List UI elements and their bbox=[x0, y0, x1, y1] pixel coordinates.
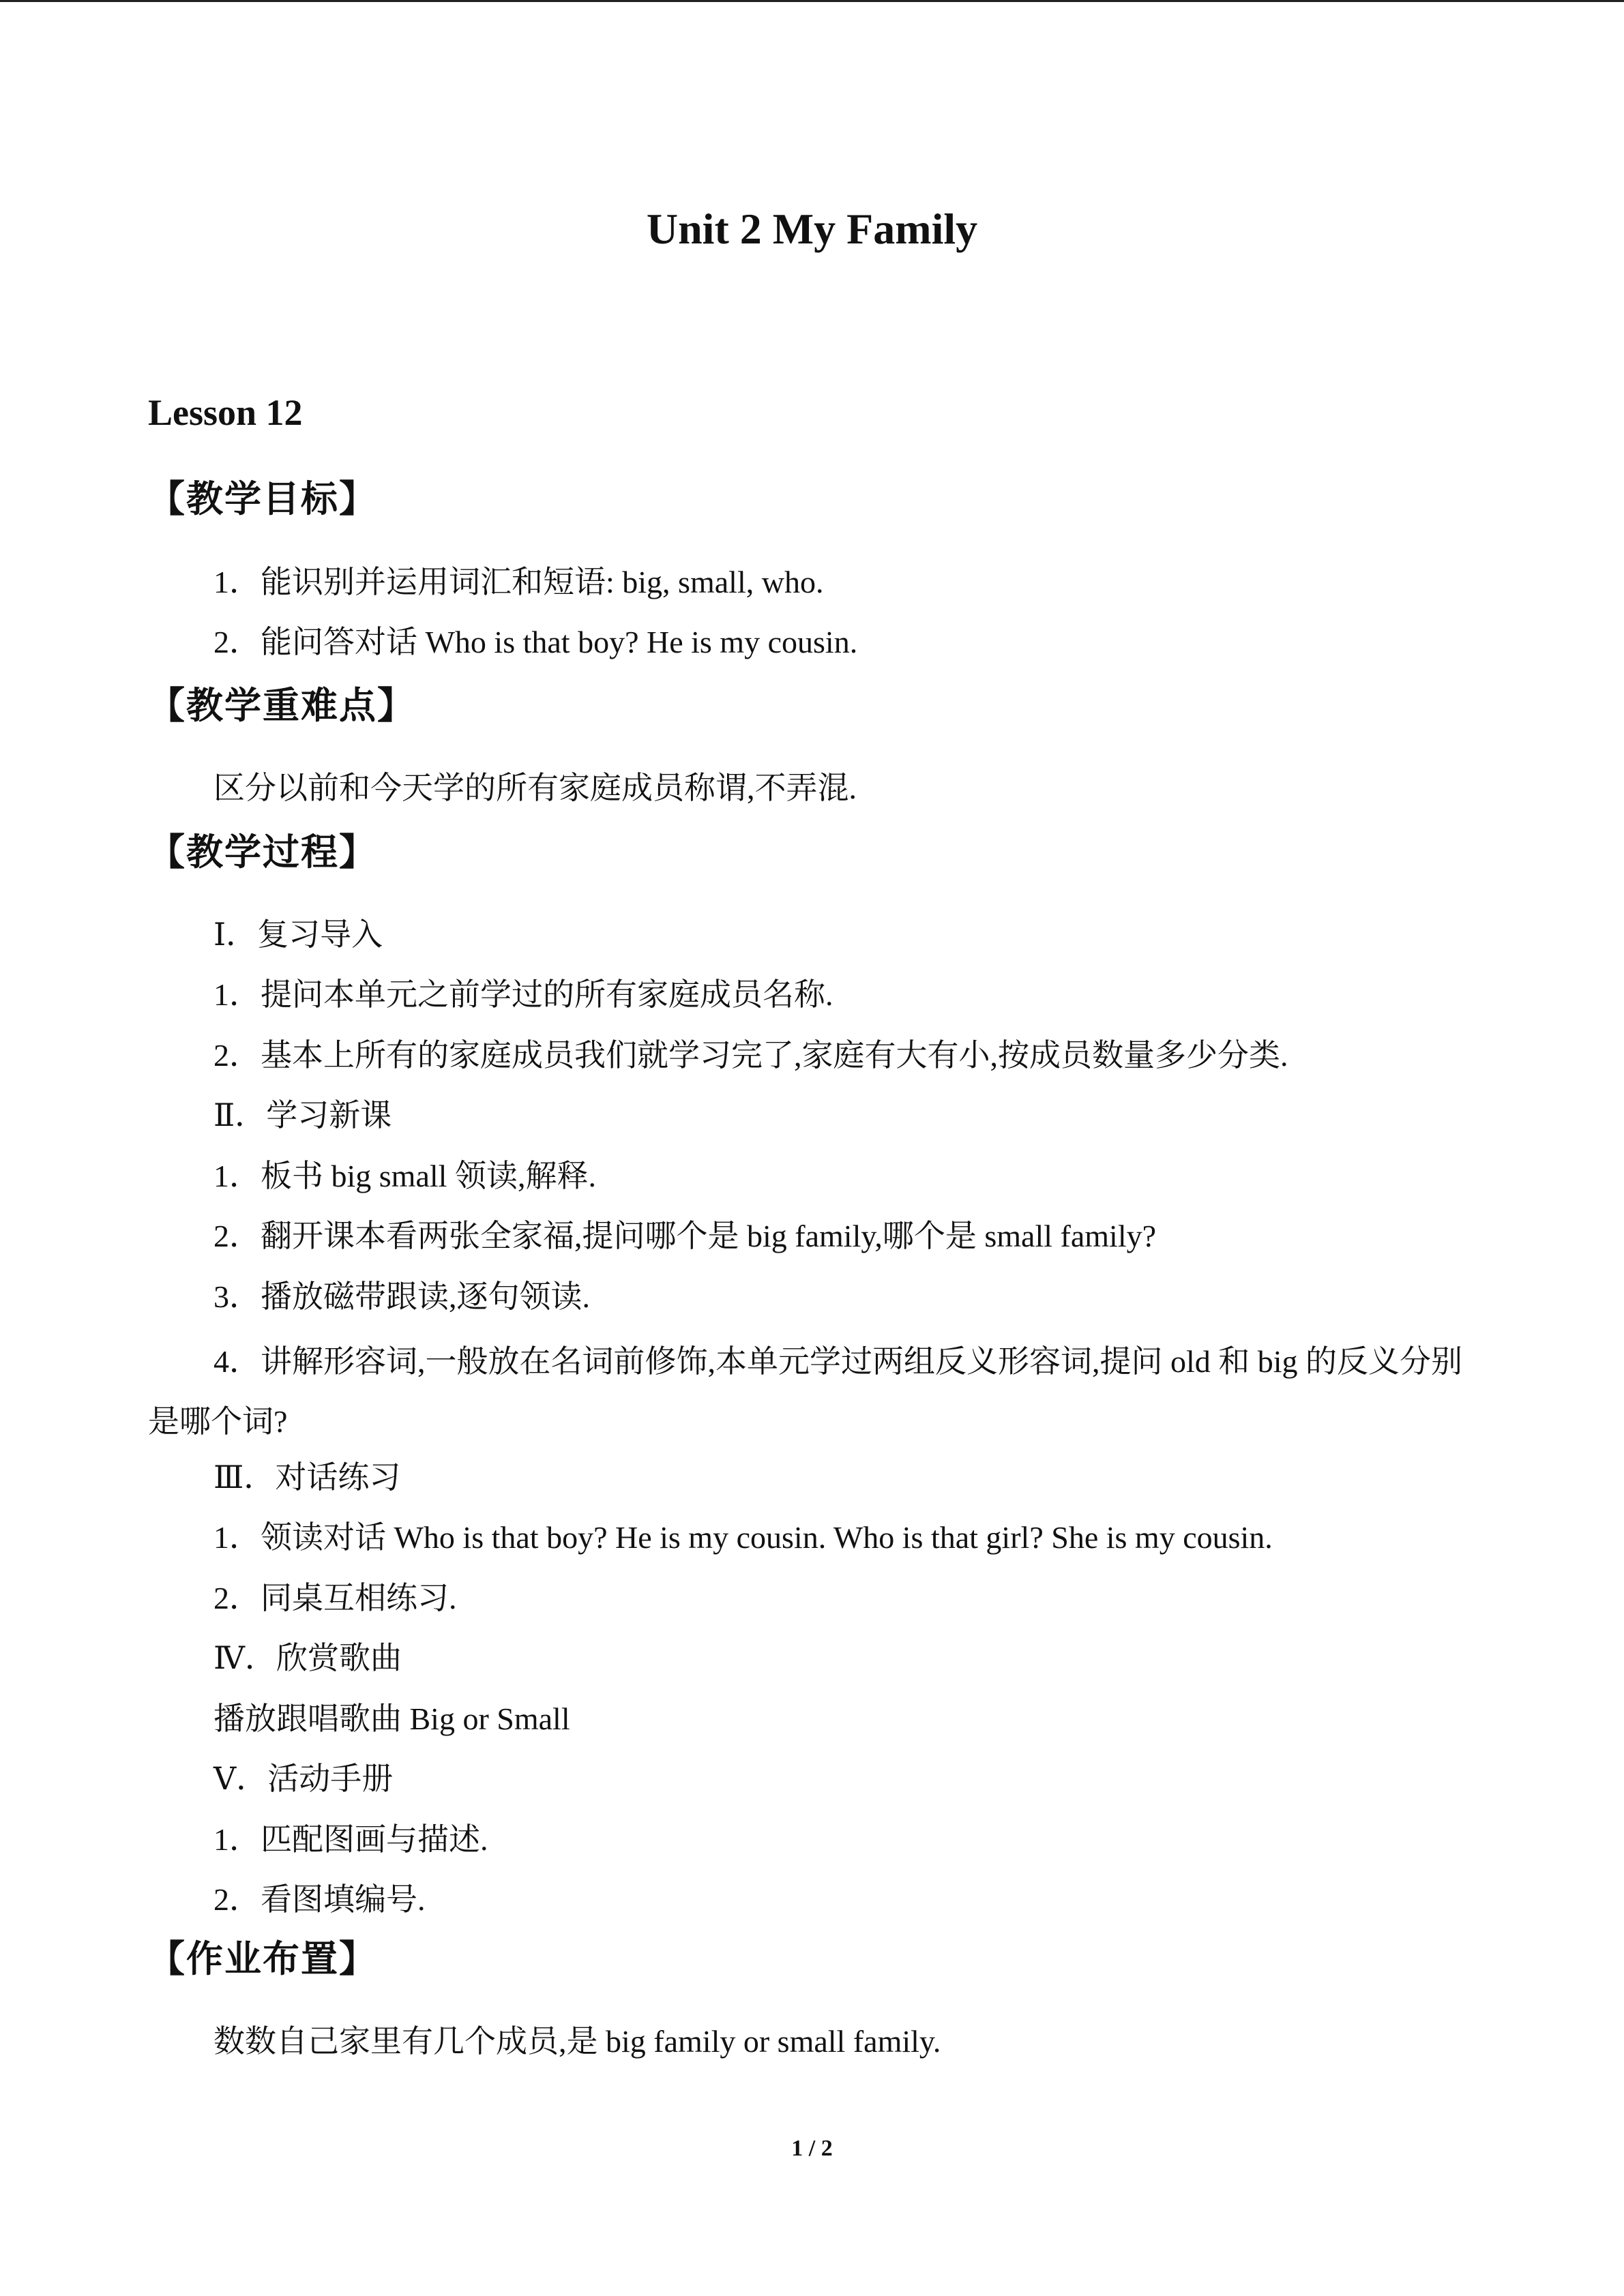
objective-item-1: 1．能识别并运用词汇和短语: big, small, who. bbox=[213, 565, 824, 599]
process-line: 2．翻开课本看两张全家福,提问哪个是 big family,哪个是 small family? bbox=[213, 1219, 1157, 1253]
process-line: 2．看图填编号. bbox=[213, 1882, 426, 1917]
homework-text: 数数自己家里有几个成员,是 big family or small family. bbox=[213, 2024, 941, 2059]
process-line: 播放跟唱歌曲 Big or Small bbox=[213, 1701, 570, 1736]
process-line: 1．板书 big small 领读,解释. bbox=[213, 1159, 596, 1193]
top-border-line bbox=[0, 0, 1624, 2]
page-number: 1 / 2 bbox=[791, 2136, 833, 2161]
process-line-song-title: Ⅳ．欣赏歌曲 bbox=[213, 1641, 402, 1675]
process-line: 1．领读对话 Who is that boy? He is my cousin. Who is that girl? She is my cousin. bbox=[213, 1520, 1273, 1555]
process-line-dialogue-title: Ⅲ．对话练习 bbox=[213, 1460, 401, 1495]
process-line-review-title: Ⅰ．复习导入 bbox=[213, 917, 383, 952]
process-line: 1．提问本单元之前学过的所有家庭成员名称. bbox=[213, 977, 833, 1012]
objectives-heading: 【教学目标】 bbox=[148, 477, 377, 520]
process-line-activity-title: Ⅴ．活动手册 bbox=[213, 1761, 394, 1796]
process-heading: 【教学过程】 bbox=[148, 831, 377, 874]
process-line: 1．匹配图画与描述. bbox=[213, 1822, 488, 1857]
document-title: Unit 2 My Family bbox=[646, 205, 978, 253]
objective-item-2: 2．能问答对话 Who is that boy? He is my cousin. bbox=[213, 625, 858, 659]
process-line: 3．播放磁带跟读,逐句领读. bbox=[213, 1279, 590, 1314]
process-line-new-lesson-title: Ⅱ．学习新课 bbox=[213, 1098, 392, 1133]
lesson-label: Lesson 12 bbox=[148, 392, 303, 433]
process-line: 2．基本上所有的家庭成员我们就学习完了,家庭有大有小,按成员数量多少分类. bbox=[213, 1038, 1288, 1073]
key-points-heading: 【教学重难点】 bbox=[148, 684, 415, 727]
key-points-text: 区分以前和今天学的所有家庭成员称谓,不弄混. bbox=[213, 771, 857, 805]
homework-heading: 【作业布置】 bbox=[148, 1937, 377, 1980]
process-line: 2．同桌互相练习. bbox=[213, 1581, 457, 1615]
process-line-wrapped: 4．讲解形容词,一般放在名词前修饰,本单元学过两组反义形容词,提问 old 和 big 的反义分别是哪个词? bbox=[148, 1344, 1463, 1439]
